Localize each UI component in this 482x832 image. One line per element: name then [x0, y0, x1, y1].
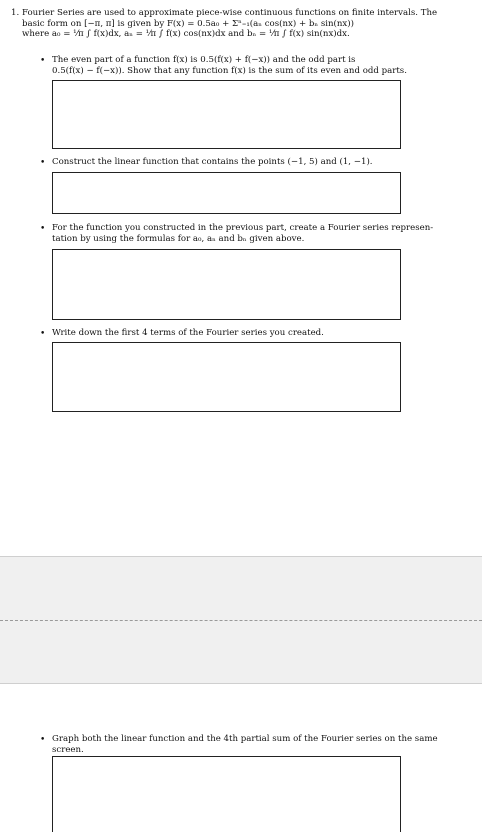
question-linear-function — [40, 157, 472, 168]
question-line: The even part of a function f(x) is 0.5(f(x) + f(−x)) and the odd part is — [52, 55, 356, 65]
answer-box-5[interactable] — [52, 756, 401, 832]
question-line: For the function you constructed in the previous part, create a Fourier series represen- — [52, 223, 434, 233]
answer-box-4[interactable] — [52, 342, 401, 412]
bullet-icon: • — [40, 56, 46, 66]
problem-intro — [11, 8, 473, 40]
question-line: Write down the first 4 terms of the Fourier series you created. — [52, 328, 324, 338]
question-line: Construct the linear function that contains the points (−1, 5) and (1, −1). — [52, 157, 373, 167]
answer-box-3[interactable] — [52, 249, 401, 320]
question-line: tation by using the formulas for a₀, aₙ and bₙ given above. — [52, 233, 305, 244]
bullet-icon: • — [40, 158, 46, 168]
problem-number: 1. — [11, 8, 20, 18]
question-fourier-representation — [40, 223, 472, 244]
bullet-icon: • — [40, 735, 46, 745]
question-line: 0.5(f(x) − f(−x)). Show that any function f(x) is the sum of its even and odd parts. — [52, 65, 407, 76]
bullet-icon: • — [40, 329, 46, 339]
question-line: Graph both the linear function and the 4th partial sum of the Fourier series on the same — [52, 734, 438, 744]
question-even-odd — [40, 55, 472, 76]
question-first-four-terms — [40, 328, 472, 339]
page-break-line — [0, 620, 482, 621]
question-line: screen. — [52, 744, 84, 755]
intro-line: Fourier Series are used to approximate piece-wise continuous functions on finite intervals. The — [22, 8, 438, 18]
page-2 — [0, 684, 482, 832]
intro-line: basic form on [−π, π] is given by F(x) = 0.5a₀ + Σⁿ₌₁(aₙ cos(nx) + bₙ sin(nx)) — [22, 18, 354, 29]
bullet-icon: • — [40, 224, 46, 234]
intro-line: where a₀ = ¹⁄π ∫ f(x)dx, aₙ = ¹⁄π ∫ f(x) cos(nx)dx and bₙ = ¹⁄π ∫ f(x) sin(nx)dx. — [22, 29, 350, 40]
page-separator — [0, 556, 482, 684]
answer-box-1[interactable] — [52, 80, 401, 149]
question-graph — [40, 734, 472, 755]
answer-box-2[interactable] — [52, 172, 401, 214]
